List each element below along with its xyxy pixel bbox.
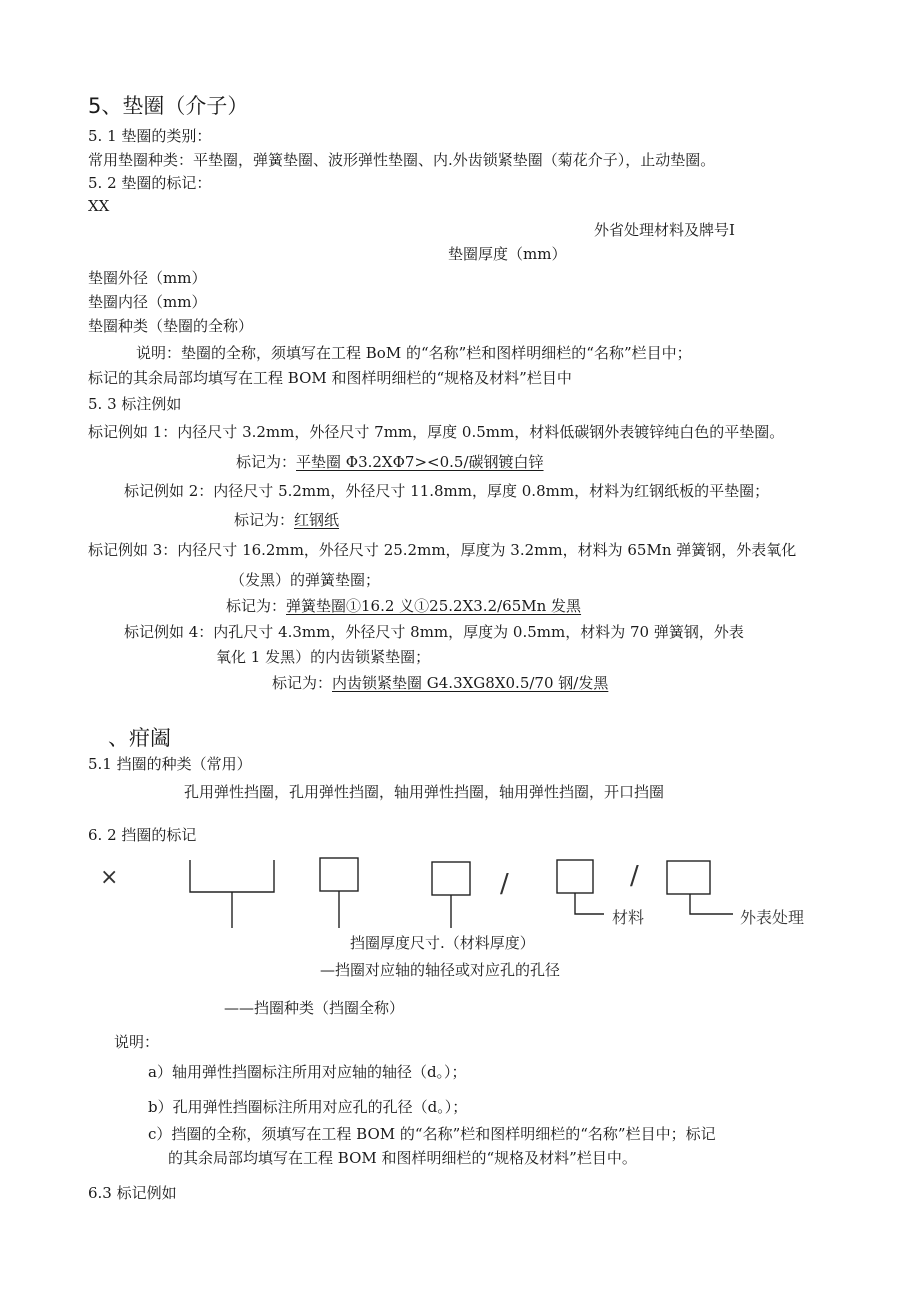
section-6-1-heading: 5.1 挡圈的种类（常用） (88, 755, 252, 773)
example-4-text-line-2: 氧化 1 发黑）的内齿锁紧垫圈； (216, 648, 431, 666)
marking-label: 标记为： (234, 511, 295, 529)
washer-types: 常用垫圈种类：平垫圈，弹簧垫圈、波形弹性垫圈、内.外齿锁紧垫圈（菊花介子），止动垫圈。 (88, 151, 716, 169)
slash-2: / (630, 861, 639, 891)
marking-label: 标记为： (226, 597, 287, 615)
marking-value: 平垫圈 Φ3.2XΦ7><0.5/碳钢镀白锌 (296, 453, 544, 471)
example-1-marking (236, 452, 544, 472)
ring-note-b: b）孔用弹性挡圈标注所用对应孔的孔径（d。）； (148, 1098, 468, 1116)
retaining-ring-types: 孔用弹性挡圈，孔用弹性挡圈，轴用弹性挡圈，轴用弹性挡圈，开口挡圈 (184, 783, 665, 801)
marking-value: 内齿锁紧垫圈 G4.3XG8X0.5/70 钢/发黑 (332, 674, 609, 692)
example-1-text: 标记例如 1：内径尺寸 3.2mm，外径尺寸 7mm，厚度 0.5mm，材料低碳钢外表镀锌纯白色的平垫圈。 (88, 423, 785, 441)
example-2-text: 标记例如 2：内径尺寸 5.2mm，外径尺寸 11.8mm，厚度 0.8mm，材料为红钢纸板的平垫圈； (124, 482, 770, 500)
washer-note-2: 标记的其余局部均填写在工程 BOM 和图样明细栏的“规格及材料”栏目中 (88, 369, 572, 387)
ring-thickness-label: 挡圈厚度尺寸.（材料厚度） (350, 934, 535, 952)
example-4-text-line-1: 标记例如 4：内孔尺寸 4.3mm，外径尺寸 8mm，厚度为 0.5mm，材料为 70 弹簧钢，外表 (124, 623, 744, 641)
ring-diameter-label: —挡圈对应轴的轴径或对应孔的孔径 (320, 961, 561, 979)
ring-note-a: a）轴用弹性挡圈标注所用对应轴的轴径（d。）； (148, 1063, 467, 1081)
surface-leader (690, 894, 733, 914)
ring-note-heading: 说明： (114, 1033, 160, 1051)
material-label: 材料 (612, 908, 645, 927)
kind-bracket (190, 860, 274, 892)
section-6-3-heading: 6.3 标记例如 (88, 1184, 177, 1202)
section-5-title: 5、垫圈（介子） (88, 94, 249, 118)
ring-kind-label: ——挡圈种类（挡圈全称） (224, 999, 405, 1017)
material-leader (575, 893, 604, 914)
marking-value: 弹簧垫圈①16.2 义①25.2X3.2/65Mn 发黑 (286, 597, 582, 615)
washer-inner-diameter-label: 垫圈内径（mm） (88, 293, 207, 311)
surface-box (667, 861, 710, 894)
marking-placeholder: XX (88, 197, 110, 215)
ring-note-c-line-2: 的其余局部均填写在工程 BOM 和图样明细栏的“规格及材料”栏目中。 (168, 1149, 637, 1167)
surface-treatment-label: 外表处理 (740, 908, 805, 927)
washer-outer-diameter-label: 垫圈外径（mm） (88, 269, 207, 287)
example-3-text-line-2: （发黑）的弹簧垫圈； (230, 571, 381, 589)
x-mark: × (100, 865, 119, 890)
material-box (557, 860, 593, 893)
section-6-title: 、疳阖 (108, 726, 171, 750)
section-6-2-heading: 6. 2 挡圈的标记 (88, 826, 197, 844)
example-4-marking (272, 673, 608, 693)
diameter-box (320, 858, 358, 891)
thickness-box (432, 862, 470, 895)
marking-value: 红钢纸 (294, 511, 340, 529)
retaining-ring-marking-diagram (0, 848, 920, 934)
example-3-marking (226, 596, 581, 616)
example-3-text-line-1: 标记例如 3：内径尺寸 16.2mm，外径尺寸 25.2mm，厚度为 3.2mm，材料为 65Mn 弹簧钢，外表氧化 (88, 541, 797, 559)
washer-kind-label: 垫圈种类（垫圈的全称） (88, 317, 254, 335)
marking-label: 标记为： (272, 674, 333, 692)
section-5-2-heading: 5. 2 垫圈的标记： (88, 174, 212, 192)
marking-label: 标记为： (236, 453, 297, 471)
ring-note-c-line-1: c）挡圈的全称，须填写在工程 BOM 的“名称”栏和图样明细栏的“名称”栏目中；标记 (148, 1125, 716, 1143)
section-5-3-heading: 5. 3 标注例如 (88, 395, 182, 413)
washer-material-label: 外省处理材料及牌号Ⅰ (594, 221, 735, 239)
section-5-1-heading: 5. 1 垫圈的类别： (88, 127, 212, 145)
washer-thickness-label: 垫圈厚度（mm） (448, 245, 567, 263)
slash-1: / (500, 869, 509, 899)
washer-note-1: 说明：垫圈的全称，须填写在工程 BoM 的“名称”栏和图样明细栏的“名称”栏目中； (136, 344, 692, 362)
example-2-marking (234, 510, 339, 530)
